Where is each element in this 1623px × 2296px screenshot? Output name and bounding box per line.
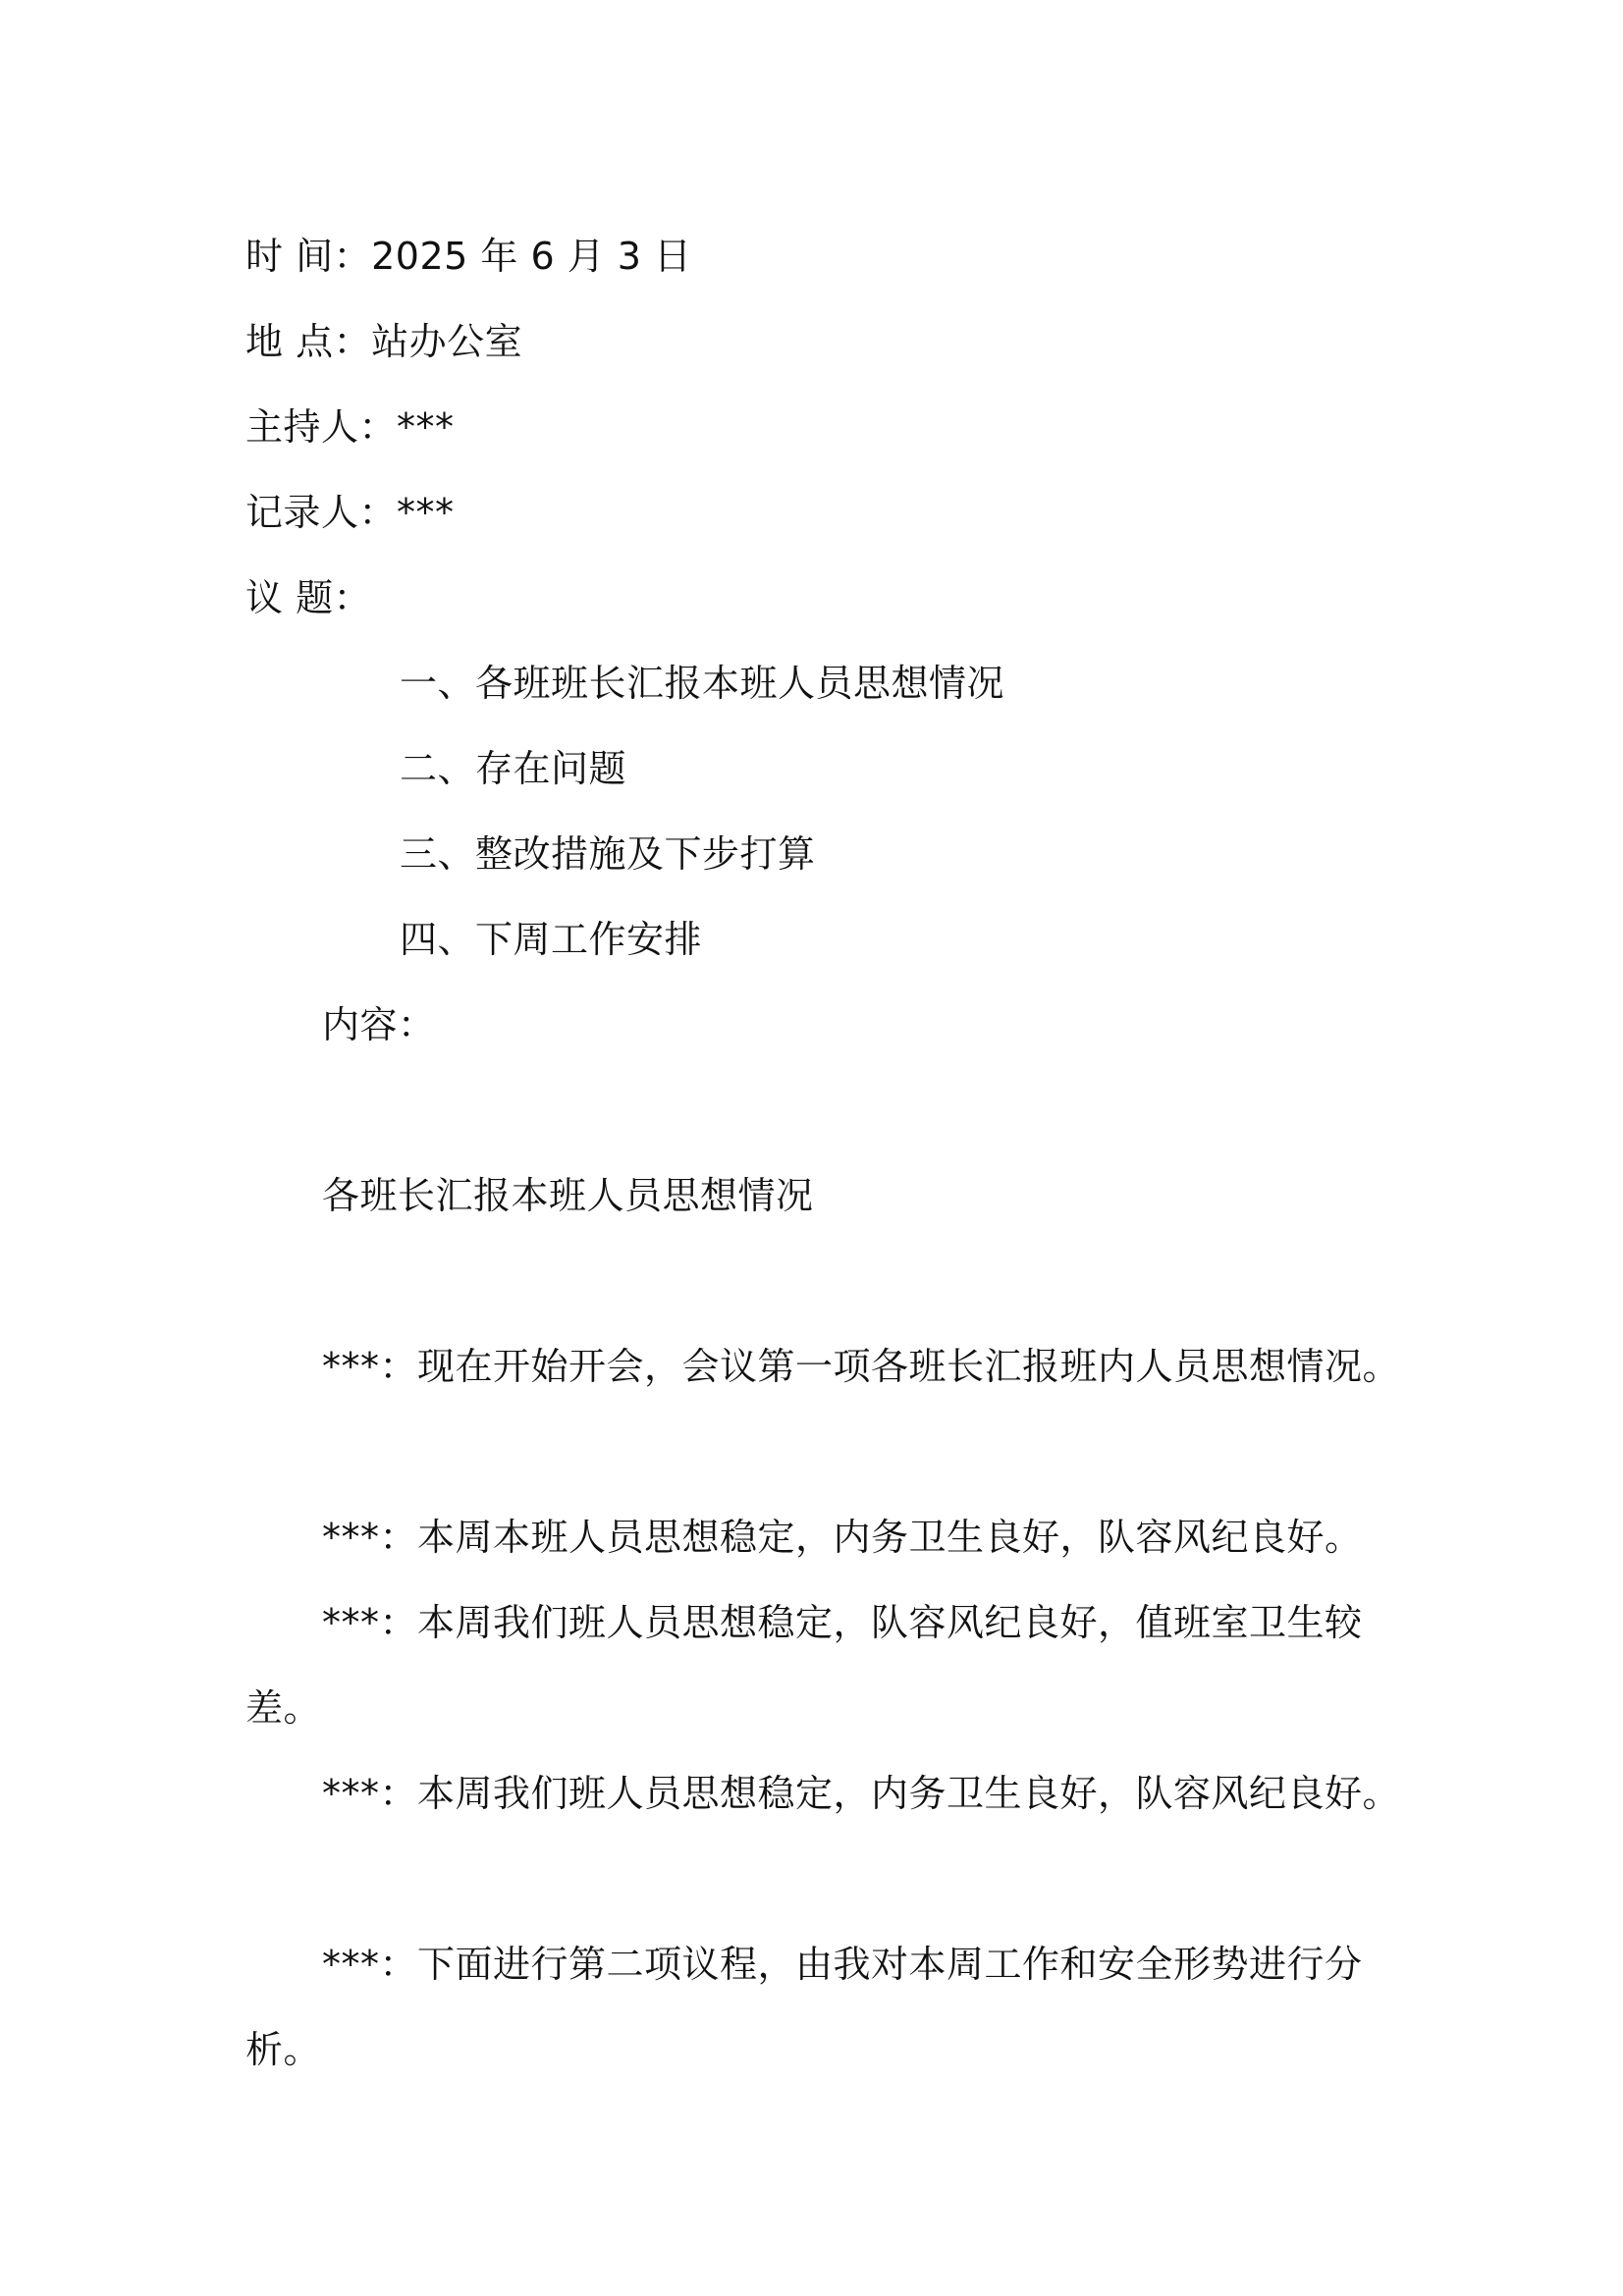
time-label: 时 间： [245, 235, 372, 278]
agenda-item-3: 三、整改措施及下步打算 [400, 832, 816, 876]
speech-paragraph-continuation: 差。 [245, 1686, 322, 1730]
speech-paragraph: ***：本周本班人员思想稳定，内务卫生良好，队容风纪良好。 [322, 1516, 1363, 1559]
place-value: 站办公室 [371, 320, 523, 363]
time-value: 2025 年 6 月 3 日 [371, 235, 692, 278]
speech-paragraph: ***：本周我们班人员思想稳定，队容风纪良好，值班室卫生较 [322, 1601, 1363, 1644]
agenda-item-2: 二、存在问题 [400, 747, 627, 790]
speech-paragraph: ***：下面进行第二项议程，由我对本周工作和安全形势进行分 [322, 1943, 1363, 1986]
place-label: 地 点： [245, 320, 372, 363]
agenda-item-1: 一、各班班长汇报本班人员思想情况 [400, 662, 1005, 705]
meeting-recorder [245, 489, 455, 536]
topic-label: 议 题： [245, 576, 372, 619]
recorder-label: 记录人： [245, 491, 398, 534]
meeting-host [245, 403, 455, 451]
section-heading: 各班长汇报本班人员思想情况 [322, 1174, 814, 1217]
host-value: *** [397, 405, 455, 449]
content-label: 内容： [322, 1003, 436, 1046]
recorder-value: *** [397, 491, 455, 534]
speech-paragraph-continuation: 析。 [245, 2028, 322, 2071]
meeting-place [245, 318, 522, 365]
meeting-time [245, 233, 692, 280]
speech-paragraph: ***：本周我们班人员思想稳定，内务卫生良好，队容风纪良好。 [322, 1772, 1401, 1815]
agenda-item-4: 四、下周工作安排 [400, 918, 703, 961]
host-label: 主持人： [245, 405, 398, 449]
speech-paragraph: ***：现在开始开会，会议第一项各班长汇报班内人员思想情况。 [322, 1345, 1401, 1388]
